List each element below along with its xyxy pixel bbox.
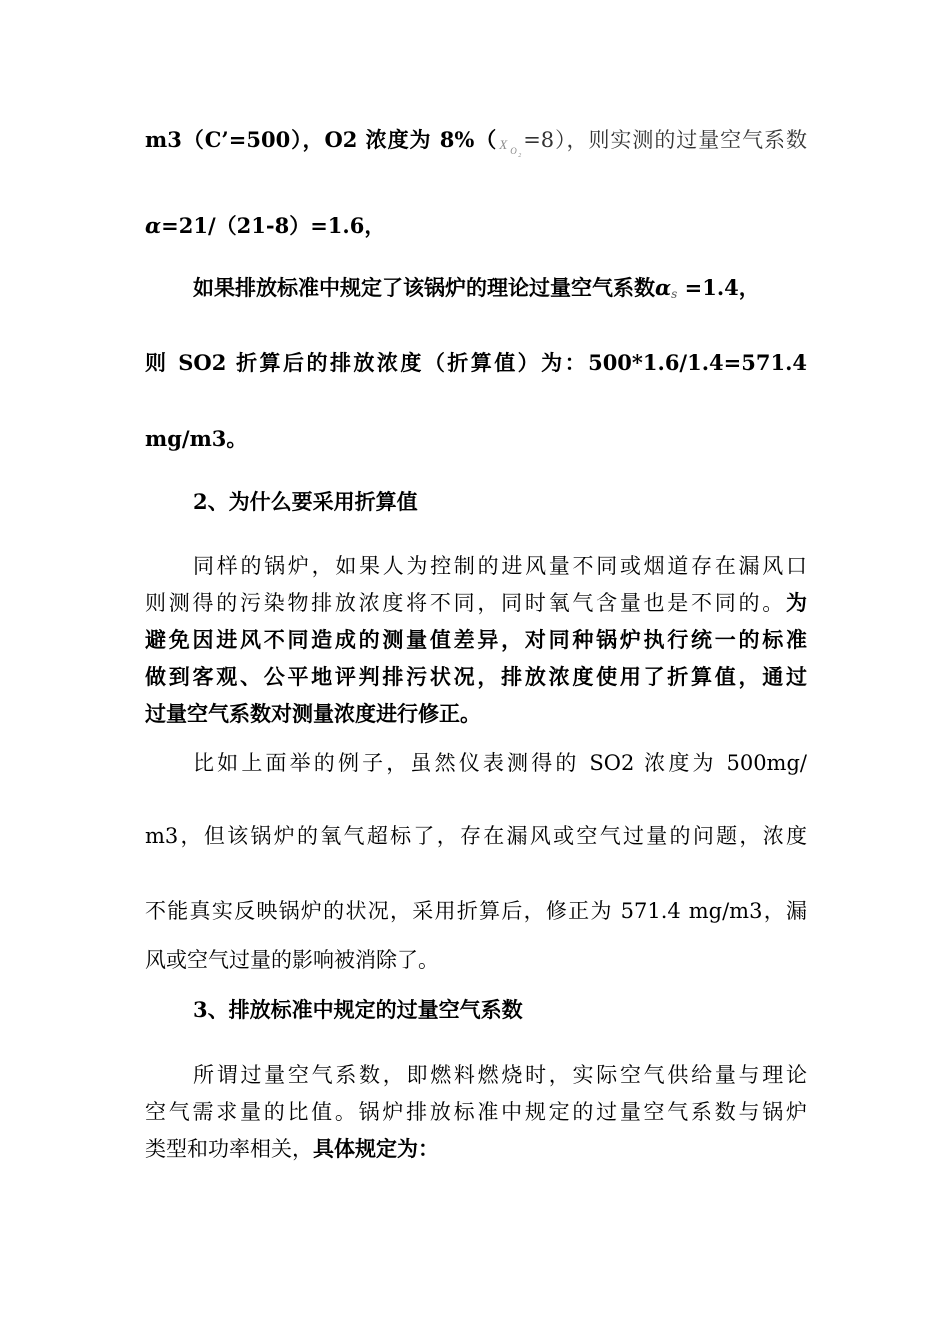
- text-segment: 类型和功率相关，: [145, 1137, 313, 1161]
- alpha-symbol: α: [655, 275, 672, 300]
- section-heading-3: 3、排放标准中规定的过量空气系数: [193, 997, 523, 1022]
- x-o2-formula: [497, 129, 523, 159]
- para5-line1: 所谓过量空气系数，即燃料燃烧时，实际空气供给量与理论: [193, 1063, 807, 1087]
- text-segment-bold: 具体规定为：: [313, 1136, 439, 1161]
- text-segment: =8），则实测的过量空气系数: [523, 128, 807, 152]
- para3-line5: 过量空气系数对测量浓度进行修正。: [145, 701, 481, 726]
- text-segment: m3（C’=500），O2 浓度为 8%（: [145, 127, 498, 152]
- para3-line1: 同样的锅炉，如果人为控制的进风量不同或烟道存在漏风口: [193, 554, 807, 578]
- para3-line3: 避免因进风不同造成的测量值差异，对同种锅炉执行统一的标准: [145, 627, 807, 652]
- para2-line3: mg/m3。: [145, 426, 248, 451]
- text-segment: =21/（21-8）=1.6，: [161, 213, 386, 238]
- formula-o: O: [510, 146, 517, 156]
- para5-line2: 空气需求量的比值。锅炉排放标准中规定的过量空气系数与锅炉: [145, 1100, 807, 1124]
- formula-2: 2: [518, 153, 522, 159]
- para4-line4: 风或空气过量的影响被消除了。: [145, 948, 439, 972]
- text-segment: =1.4，: [677, 275, 760, 300]
- para4-line1: 比如上面举的例子，虽然仪表测得的 SO2 浓度为 500mg/: [193, 751, 807, 775]
- para2-line1: [193, 274, 807, 308]
- alpha-subscript: s: [671, 287, 678, 301]
- formula-x: X: [499, 137, 508, 152]
- section-heading-2: 2、为什么要采用折算值: [193, 489, 418, 514]
- text-segment: 如果排放标准中规定了该锅炉的理论过量空气系数: [193, 275, 655, 300]
- para4-line3: 不能真实反映锅炉的状况，采用折算后，修正为 571.4 mg/m3，漏: [145, 899, 807, 923]
- para3-line4: 做到客观、公平地评判排污状况，排放浓度使用了折算值，通过: [145, 664, 807, 689]
- para5-line3: [145, 1135, 807, 1163]
- para1-line1: [145, 126, 807, 159]
- para2-line2: 则 SO2 折算后的排放浓度（折算值）为：500*1.6/1.4=571.4: [145, 350, 807, 375]
- text-segment-bold: 为: [786, 590, 807, 615]
- text-segment: 则测得的污染物排放浓度将不同，同时氧气含量也是不同的。: [145, 591, 786, 615]
- alpha-symbol: α: [145, 213, 162, 238]
- para3-line2: [145, 589, 807, 617]
- para4-line2: m3，但该锅炉的氧气超标了，存在漏风或空气过量的问题，浓度: [145, 824, 807, 848]
- para1-line2: [145, 212, 807, 240]
